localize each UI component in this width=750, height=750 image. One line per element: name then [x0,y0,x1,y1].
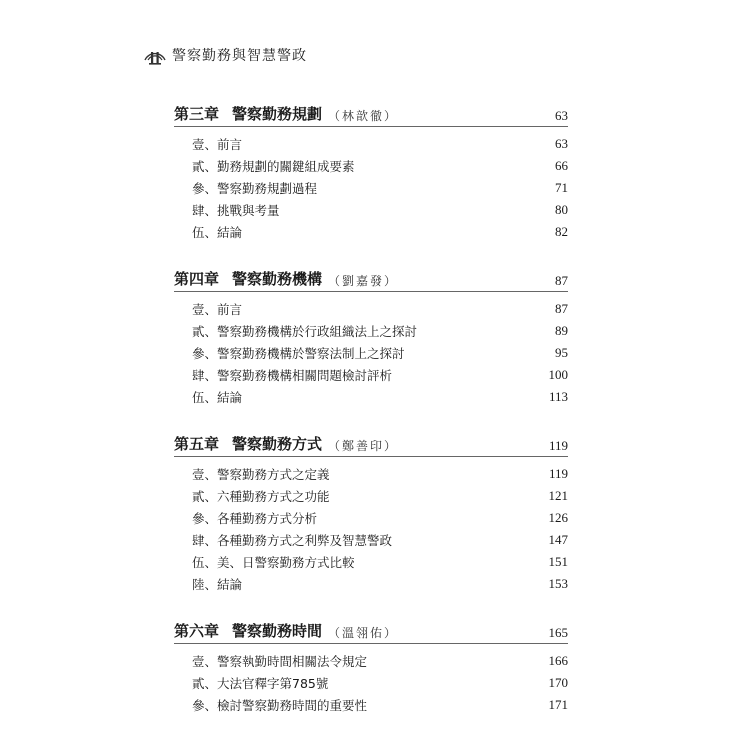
running-title: 警察勤務與智慧警政 [172,48,307,64]
section-page: 171 [548,697,568,712]
chapter-heading[interactable] [174,428,568,457]
book-logo-icon [142,42,168,68]
chapter-author: （溫翎佑） [328,626,399,640]
section-page: 170 [548,675,568,690]
section-page: 151 [548,554,568,569]
section-list [174,644,568,716]
section-page: 63 [555,136,568,151]
section-entry[interactable] [174,298,568,320]
section-entry[interactable] [174,551,568,573]
section-entry[interactable] [174,694,568,716]
section-label: 參、檢討警察勤務時間的重要性 [192,698,368,713]
chapter-heading[interactable] [174,98,568,127]
section-page: 66 [555,158,568,173]
section-label: 壹、警察執勤時間相關法令規定 [192,654,368,669]
section-page: 71 [555,180,568,195]
chapter-heading[interactable] [174,263,568,292]
section-entry[interactable] [174,177,568,199]
chapter-6 [174,615,568,716]
section-page: 126 [548,510,568,525]
section-page: 87 [555,301,568,316]
chapter-page: 119 [548,438,568,453]
section-label: 伍、結論 [192,390,243,405]
section-entry[interactable] [174,573,568,595]
section-label: 壹、前言 [192,137,243,152]
chapter-heading[interactable] [174,615,568,644]
table-of-contents [174,98,568,716]
section-label: 陸、結論 [192,577,243,592]
chapter-title: 警察勤務時間 [232,622,323,640]
section-label: 貳、勤務規劃的關鍵組成要素 [192,159,355,174]
chapter-author: （鄭善印） [328,439,399,453]
chapter-number: 第三章 [174,105,220,123]
chapter-number: 第四章 [174,270,220,288]
section-entry[interactable] [174,221,568,243]
section-list [174,457,568,595]
section-label: 肆、警察勤務機構相關問題檢討評析 [192,368,393,383]
section-list [174,127,568,243]
section-label: 參、警察勤務機構於警察法制上之探討 [192,346,405,361]
chapter-5 [174,428,568,595]
chapter-page: 165 [548,625,568,640]
section-label: 參、各種勤務方式分析 [192,511,318,526]
section-list [174,292,568,408]
chapter-page: 63 [555,108,568,123]
section-entry[interactable] [174,650,568,672]
chapter-number: 第六章 [174,622,220,640]
section-label: 肆、挑戰與考量 [192,203,280,218]
section-page: 147 [548,532,568,547]
section-entry[interactable] [174,199,568,221]
section-entry[interactable] [174,507,568,529]
section-page: 82 [555,224,568,239]
section-label: 伍、結論 [192,225,243,240]
section-page: 119 [548,466,568,481]
section-entry[interactable] [174,133,568,155]
section-page: 153 [548,576,568,591]
chapter-title: 警察勤務規劃 [232,105,323,123]
section-label: 伍、美、日警察勤務方式比較 [192,555,355,570]
section-label: 參、警察勤務規劃過程 [192,181,318,196]
section-page: 89 [555,323,568,338]
section-entry[interactable] [174,529,568,551]
section-page: 95 [555,345,568,360]
section-page: 80 [555,202,568,217]
chapter-4 [174,263,568,408]
chapter-author: （劉嘉發） [328,274,399,288]
chapter-author: （林歆徹） [328,109,399,123]
chapter-number: 第五章 [174,435,220,453]
chapter-3 [174,98,568,243]
section-entry[interactable] [174,155,568,177]
section-label: 貳、警察勤務機構於行政組織法上之探討 [192,324,418,339]
section-entry[interactable] [174,320,568,342]
section-page: 113 [548,389,568,404]
section-entry[interactable] [174,463,568,485]
section-entry[interactable] [174,485,568,507]
section-entry[interactable] [174,342,568,364]
running-header [142,42,307,68]
section-entry[interactable] [174,672,568,694]
section-label: 貳、大法官釋字第785號 [192,676,329,691]
section-label: 肆、各種勤務方式之利弊及智慧警政 [192,533,393,548]
chapter-page: 87 [555,273,568,288]
section-entry[interactable] [174,386,568,408]
chapter-title: 警察勤務機構 [232,270,323,288]
section-page: 121 [548,488,568,503]
section-page: 166 [548,653,568,668]
section-page: 100 [548,367,568,382]
section-label: 貳、六種勤務方式之功能 [192,489,330,504]
chapter-title: 警察勤務方式 [232,435,323,453]
section-label: 壹、警察勤務方式之定義 [192,467,330,482]
section-label: 壹、前言 [192,302,243,317]
section-entry[interactable] [174,364,568,386]
